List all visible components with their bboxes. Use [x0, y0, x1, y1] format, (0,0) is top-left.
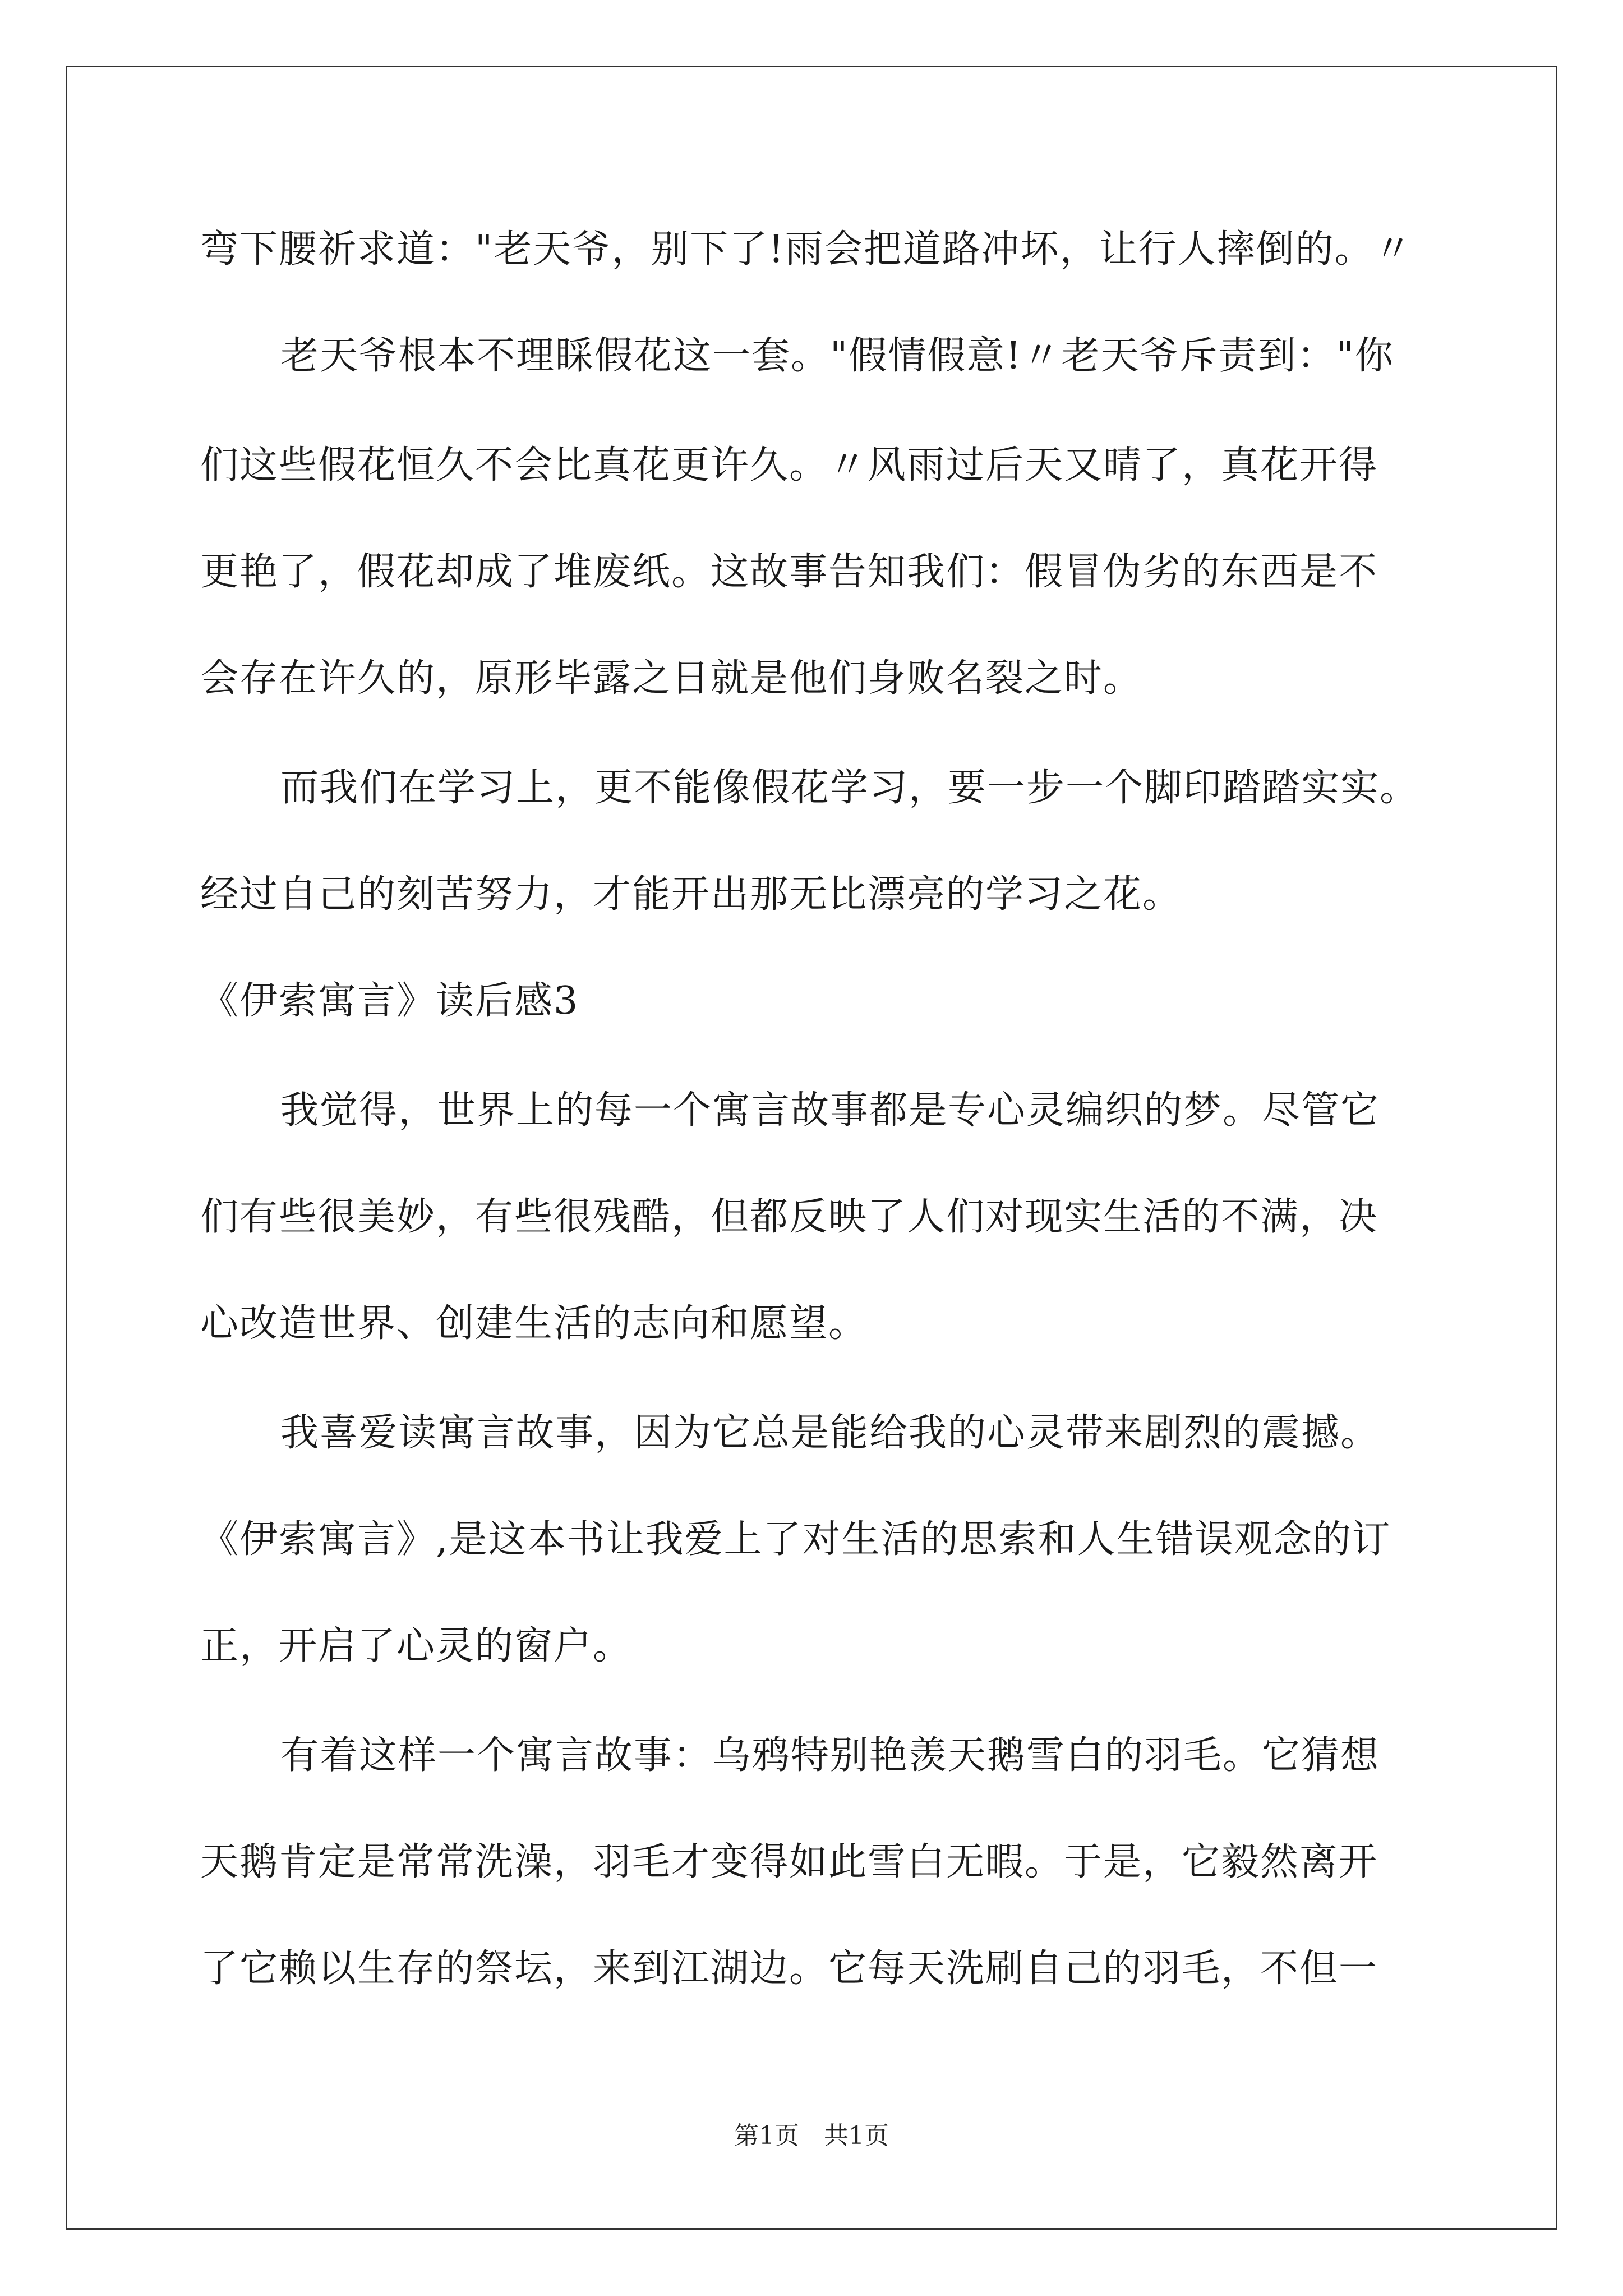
paragraph-line: 《伊索寓言》,是这本书让我爱上了对生活的思索和人生错误观念的订 — [200, 1517, 1391, 1562]
paragraph-line: 有着这样一个寓言故事：乌鸦特别艳羡天鹅雪白的羽毛。它猜想 — [280, 1733, 1380, 1778]
paragraph-line: 我觉得，世界上的每一个寓言故事都是专心灵编织的梦。尽管它 — [280, 1088, 1380, 1133]
paragraph-line: 会存在许久的，原形毕露之日就是他们身败名裂之时。 — [200, 656, 1143, 701]
paragraph-line: 们这些假花恒久不会比真花更许久。〃风雨过后天又晴了，真花开得 — [200, 443, 1378, 487]
paragraph-line: 更艳了，假花却成了堆废纸。这故事告知我们：假冒伪劣的东西是不 — [200, 550, 1378, 594]
paragraph-line: 弯下腰祈求道："老天爷，别下了!雨会把道路冲坏，让行人摔倒的。〃 — [200, 227, 1413, 272]
section-heading: 《伊索寓言》读后感3 — [200, 979, 579, 1023]
paragraph-line: 正，开启了心灵的窗户。 — [200, 1624, 633, 1668]
paragraph-line: 经过自己的刻苦努力，才能开出那无比漂亮的学习之花。 — [200, 872, 1182, 917]
page-footer: 第1页 共1页 — [734, 2122, 889, 2150]
paragraph-line: 了它赖以生存的祭坛，来到江湖边。它每天洗刷自己的羽毛，不但一 — [200, 1947, 1378, 1991]
paragraph-line: 老天爷根本不理睬假花这一套。"假情假意!〃老天爷斥责到："你 — [280, 334, 1394, 378]
paragraph-line: 我喜爱读寓言故事，因为它总是能给我的心灵带来剧烈的震撼。 — [280, 1411, 1380, 1455]
paragraph-line: 心改造世界、创建生活的志向和愿望。 — [200, 1301, 868, 1346]
page-border — [66, 66, 1557, 2230]
paragraph-line: 们有些很美妙，有些很残酷，但都反映了人们对现实生活的不满，决 — [200, 1195, 1378, 1239]
paragraph-line: 天鹅肯定是常常洗澡，羽毛才变得如此雪白无暇。于是，它毅然离开 — [200, 1840, 1378, 1884]
paragraph-line: 而我们在学习上，更不能像假花学习，要一步一个脚印踏踏实实。 — [280, 766, 1419, 810]
